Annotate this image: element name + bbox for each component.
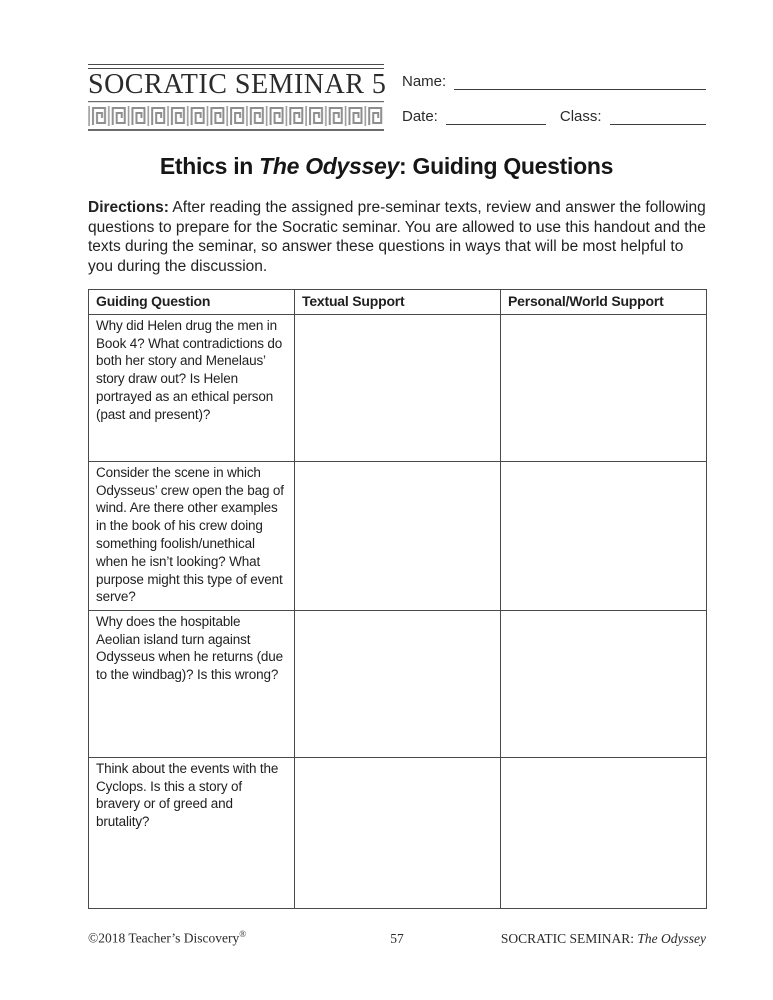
copyright-text: ©2018 Teacher’s Discovery [88,930,240,946]
table-row [89,461,707,610]
guiding-question-cell: Why did Helen drug the men in Book 4? What contradictions do both her story and Menelaus’ story draw out? Is Helen portrayed as an ethical person (past and present)? [89,314,295,461]
page-number: 57 [390,930,404,946]
class-label: Class: [559,108,602,125]
table-row [89,610,707,757]
table-row [89,314,707,461]
header-guiding-question: Guiding Question [89,290,295,315]
guiding-questions-table [88,289,707,909]
directions-text: After reading the assigned pre-seminar texts, review and answer the following questions to prepare for the Socratic seminar. You are allowed to use this handout and the texts during the seminar, so answer these questions in ways that will be most helpful to you during the discussion. [88,199,706,275]
personal-world-support-cell[interactable] [501,757,707,908]
table-header-row [89,290,707,315]
name-label: Name: [402,73,447,90]
directions-paragraph [88,198,712,276]
name-field-row [402,72,706,90]
page-title-book-name: The Odyssey [259,153,400,179]
registered-mark: ® [239,929,247,939]
personal-world-support-cell[interactable] [501,610,707,757]
personal-world-support-cell[interactable] [501,461,707,610]
textual-support-cell[interactable] [295,610,501,757]
student-fields [402,64,706,142]
guiding-question-cell: Think about the events with the Cyclops. Is this a story of bravery or of greed and brutality? [89,757,295,908]
page-title-prefix: Ethics in [159,153,260,179]
guiding-question-cell: Why does the hospitable Aeolian island turn against Odysseus when he returns (due to the windbag)? Is this wrong? [89,610,295,757]
textual-support-cell[interactable] [295,757,501,908]
name-input-line[interactable] [454,72,706,90]
header-textual-support: Textual Support [295,290,501,315]
date-class-field-row [402,107,706,125]
personal-world-support-cell[interactable] [501,314,707,461]
date-input-line[interactable] [446,107,546,125]
page-title [0,153,773,180]
footer-book-name: The Odyssey [637,930,706,946]
class-input-line[interactable] [610,107,706,125]
page-header [88,64,706,142]
footer-series-title: SOCRATIC SEMINAR: [500,930,638,946]
directions-label: Directions: [88,199,169,216]
logo-title: SOCRATIC SEMINAR 5 [88,69,387,100]
table-row [89,757,707,908]
footer-book-title [404,931,706,947]
page-title-suffix: : Guiding Questions [399,153,614,179]
textual-support-cell[interactable] [295,461,501,610]
socratic-seminar-logo [88,64,387,131]
footer-copyright [88,929,390,947]
guiding-question-cell: Consider the scene in which Odysseus’ crew open the bag of wind. Are there other examples in the book of his crew doing something foolish/unethical when he isn’t looking? What purpose might this type of event serve? [89,461,295,610]
header-personal-world-support: Personal/World Support [501,290,707,315]
greek-key-border-icon [88,101,384,131]
date-label: Date: [402,108,438,125]
textual-support-cell[interactable] [295,314,501,461]
page-footer [88,929,706,947]
